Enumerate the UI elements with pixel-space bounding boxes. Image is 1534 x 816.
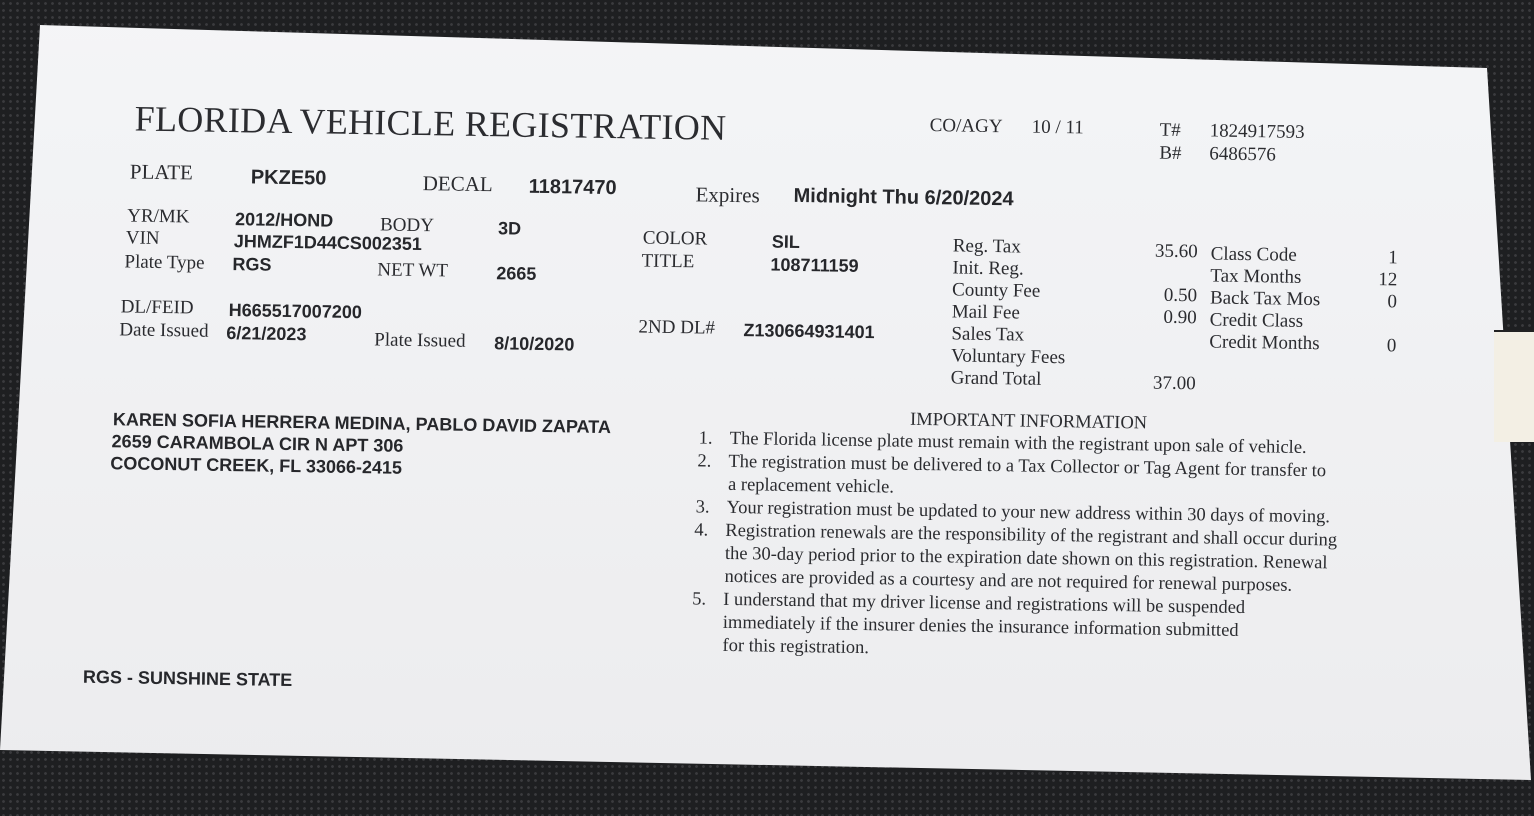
mail-fee-value: 0.90 <box>1163 306 1197 329</box>
co-agy-label: CO/AGY <box>929 115 1003 138</box>
plate-label: PLATE <box>129 159 194 185</box>
important-item-5-line: immediately if the insurer denies the insurance information submitted <box>722 612 1239 641</box>
important-item-3-line: Your registration must be updated to your new address within 30 days of moving. <box>726 497 1331 528</box>
plate-issued-value: 8/10/2020 <box>494 333 575 355</box>
important-item-2-line: The registration must be delivered to a Tax Collector or Tag Agent for transfer to <box>728 451 1327 482</box>
title-value: 108711159 <box>770 254 859 276</box>
b-number-value: 6486576 <box>1209 143 1276 166</box>
voluntary-fees-label: Voluntary Fees <box>950 345 1066 369</box>
important-item-1-line: The Florida license plate must remain with the registrant upon sale of vehicle. <box>729 428 1307 458</box>
reg-tax-label: Reg. Tax <box>952 235 1021 258</box>
plate-issued-label: Plate Issued <box>374 329 466 352</box>
class-code-value: 1 <box>1388 247 1398 269</box>
mail-fee-label: Mail Fee <box>951 301 1021 324</box>
date-issued-label: Date Issued <box>119 319 209 342</box>
document-title: FLORIDA VEHICLE REGISTRATION <box>134 98 727 148</box>
credit-months-value: 0 <box>1386 335 1397 357</box>
dl-feid-label: DL/FEID <box>120 296 194 319</box>
yrmk-label: YR/MK <box>127 205 190 228</box>
reg-tax-value: 35.60 <box>1154 240 1198 263</box>
important-item-5-num: 5. <box>692 589 707 610</box>
owner-names: KAREN SOFIA HERRERA MEDINA, PABLO DAVID ZAPATA <box>112 409 612 438</box>
important-item-1-num: 1. <box>698 428 713 449</box>
important-item-2-line: a replacement vehicle. <box>727 474 895 498</box>
tax-months-label: Tax Months <box>1210 265 1302 288</box>
owner-address-line2: COCONUT CREEK, FL 33066-2415 <box>110 453 403 478</box>
expires-value: Midnight Thu 6/20/2024 <box>793 184 1014 211</box>
important-item-4-line: Registration renewals are the responsibility of the registrant and shall occur during <box>725 520 1338 551</box>
owner-address-line1: 2659 CARAMBOLA CIR N APT 306 <box>111 431 404 456</box>
dl-feid-value: H665517007200 <box>228 300 362 323</box>
important-item-2-num: 2. <box>697 451 712 472</box>
title-label: TITLE <box>641 250 695 273</box>
important-item-5-line: I understand that my driver license and registrations will be suspended <box>723 589 1246 619</box>
grand-total-value: 37.00 <box>1152 372 1196 395</box>
important-heading: IMPORTANT INFORMATION <box>909 409 1148 434</box>
class-code-label: Class Code <box>1210 243 1297 266</box>
vin-label: VIN <box>125 227 160 249</box>
second-dl-label: 2ND DL# <box>638 316 716 339</box>
co-agy-value: 10 / 11 <box>1031 116 1084 139</box>
expires-label: Expires <box>695 182 760 208</box>
net-wt-value: 2665 <box>496 263 537 284</box>
back-tax-mos-value: 0 <box>1387 291 1398 313</box>
important-item-4-line: the 30-day period prior to the expiration date shown on this registration. Renewal <box>724 543 1328 574</box>
plate-value: PKZE50 <box>250 166 327 190</box>
decal-label: DECAL <box>422 171 493 197</box>
tax-months-value: 12 <box>1378 269 1398 291</box>
color-value: SIL <box>771 231 801 253</box>
sales-tax-label: Sales Tax <box>951 323 1025 346</box>
grand-total-label: Grand Total <box>950 367 1042 390</box>
county-fee-label: County Fee <box>951 279 1041 302</box>
plate-type-footer: RGS - SUNSHINE STATE <box>82 666 293 691</box>
b-number-label: B# <box>1159 142 1182 164</box>
yrmk-value: 2012/HOND <box>234 209 334 231</box>
county-fee-value: 0.50 <box>1163 284 1198 307</box>
net-wt-label: NET WT <box>377 259 449 282</box>
vin-value: JHMZF1D44CS002351 <box>233 231 423 255</box>
important-item-4-line: notices are provided as a courtesy and are not required for renewal purposes. <box>724 566 1293 596</box>
plate-type-label: Plate Type <box>124 251 205 274</box>
important-item-5-line: for this registration. <box>722 635 870 659</box>
plate-type-value: RGS <box>232 254 272 275</box>
init-reg-label: Init. Reg. <box>952 257 1024 280</box>
important-item-4-num: 4. <box>694 520 709 541</box>
t-number-label: T# <box>1159 119 1181 141</box>
credit-months-label: Credit Months <box>1209 331 1320 355</box>
back-tax-mos-label: Back Tax Mos <box>1209 287 1321 311</box>
credit-class-label: Credit Class <box>1209 309 1304 332</box>
second-dl-value: Z130664931401 <box>743 320 875 343</box>
body-label: BODY <box>379 214 435 237</box>
important-item-3-num: 3. <box>695 497 710 518</box>
t-number-value: 1824917593 <box>1209 120 1305 143</box>
decal-value: 11817470 <box>528 175 617 200</box>
body-value: 3D <box>497 218 522 239</box>
date-issued-value: 6/21/2023 <box>226 323 307 345</box>
color-label: COLOR <box>642 227 708 250</box>
